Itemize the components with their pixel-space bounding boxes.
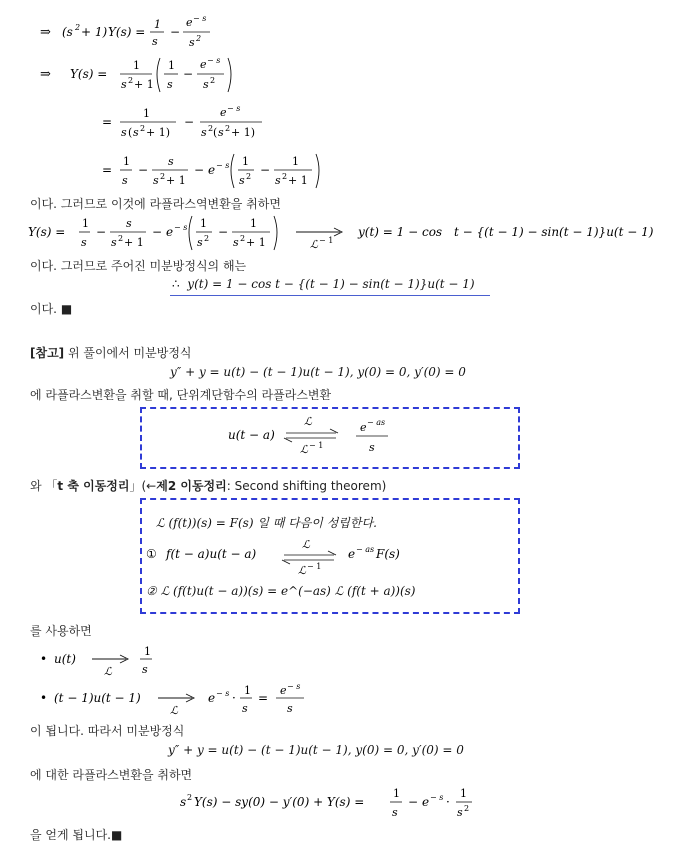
svg-text:(: ( — [128, 126, 133, 139]
equation-line-2 — [40, 50, 260, 102]
equation-line-5 — [28, 212, 668, 262]
svg-text:⇒: ⇒ — [40, 25, 51, 40]
svg-text:1: 1 — [154, 18, 161, 31]
svg-text:s: s — [167, 78, 173, 91]
equation-line-1-graphic — [40, 12, 240, 52]
note-line — [30, 344, 192, 361]
svg-text:·: · — [232, 691, 236, 705]
text-line-5: 에 라플라스변환을 취할 때, 단위계단함수의 라플라스변환 — [30, 388, 332, 402]
svg-text:− s: − s — [287, 682, 301, 691]
svg-text:s: s — [287, 702, 293, 715]
svg-text:s: s — [121, 126, 127, 139]
svg-text:+ 1): + 1) — [146, 126, 171, 139]
svg-text:2: 2 — [204, 234, 210, 243]
svg-text:2: 2 — [196, 34, 202, 43]
svg-text:2: 2 — [464, 804, 470, 813]
svg-text:1: 1 — [123, 155, 130, 168]
svg-text:ℒ: ℒ — [302, 540, 310, 551]
svg-text:e: e — [220, 106, 227, 119]
equation-line-4 — [100, 148, 340, 198]
svg-text:2: 2 — [140, 124, 146, 133]
svg-text:e: e — [422, 795, 430, 809]
svg-text:s: s — [152, 35, 158, 48]
svg-text:s: s — [111, 236, 117, 249]
svg-text:− as: − as — [367, 418, 386, 427]
svg-text:−: − — [408, 795, 419, 809]
svg-text:2: 2 — [128, 76, 134, 85]
svg-text:2: 2 — [282, 172, 288, 181]
svg-text:− s: − s — [227, 104, 241, 113]
svg-text:− s: − s — [174, 223, 188, 232]
svg-text:−: − — [138, 163, 149, 177]
equation-line-3-graphic — [100, 100, 280, 144]
svg-text:s: s — [203, 78, 209, 91]
svg-text:1: 1 — [144, 645, 151, 658]
svg-text:=: = — [258, 691, 269, 705]
svg-text:s: s — [392, 806, 398, 819]
svg-text:− s: − s — [430, 793, 444, 802]
svg-text:s: s — [168, 155, 174, 168]
svg-text:y(t) = 1 − cos: y(t) = 1 − cos — [358, 225, 443, 239]
svg-text:t − {(t − 1) − sin(t − 1)}u(t: t − {(t − 1) − sin(t − 1)}u(t − 1) — [454, 225, 654, 239]
svg-text:2: 2 — [118, 234, 124, 243]
svg-text:ℒ: ℒ — [300, 443, 308, 456]
svg-text:s: s — [122, 174, 128, 187]
theorem-line — [30, 477, 386, 494]
laplace-box-2 — [140, 498, 520, 614]
theorem-bracket: 」(← — [129, 479, 157, 493]
svg-text:−: − — [96, 225, 107, 239]
svg-text:①: ① — [146, 547, 157, 561]
svg-text:1: 1 — [200, 217, 207, 230]
svg-text:⇒: ⇒ — [40, 67, 51, 82]
svg-text:−: − — [194, 163, 205, 177]
svg-text:s: s — [81, 236, 87, 249]
equation-line-2-graphic — [40, 50, 260, 98]
svg-text:s: s — [369, 441, 375, 454]
box2-line-3: ② ℒ (f(t)u(t − a))(s) = e^(−as) ℒ (f(t + a))(s) — [146, 584, 416, 598]
equation-line-3 — [100, 100, 280, 148]
svg-text:2: 2 — [225, 124, 231, 133]
svg-text:=: = — [102, 163, 113, 177]
equation-line-4-graphic — [100, 148, 340, 194]
svg-text:e: e — [280, 684, 287, 697]
svg-text:2: 2 — [160, 172, 166, 181]
svg-text:+ 1: + 1 — [166, 174, 186, 187]
bullet-1 — [40, 643, 200, 687]
equation-line-7: y″ + y = u(t) − (t − 1)u(t − 1), y(0) = 0, y′(0) = 0 — [170, 365, 466, 379]
svg-text:2: 2 — [210, 76, 216, 85]
bullet-2-graphic — [40, 682, 320, 722]
laplace-box-1 — [140, 407, 520, 469]
svg-text:+ 1): + 1) — [231, 126, 256, 139]
svg-text:− s: − s — [216, 689, 230, 698]
equation-line-9 — [180, 784, 500, 830]
svg-text:+ 1: + 1 — [134, 78, 154, 91]
svg-text:1: 1 — [244, 684, 251, 697]
equation-line-1 — [40, 12, 240, 55]
svg-text:−: − — [218, 225, 229, 239]
svg-text:•: • — [40, 691, 48, 705]
equation-line-5-graphic — [28, 212, 668, 258]
svg-text:−: − — [184, 115, 195, 129]
svg-text:+ 1: + 1 — [124, 236, 144, 249]
svg-text:1: 1 — [168, 59, 175, 72]
note-label: [참고] — [30, 346, 65, 360]
svg-text:1: 1 — [460, 787, 467, 800]
svg-text:2: 2 — [75, 23, 81, 32]
svg-text:1: 1 — [242, 155, 249, 168]
svg-text:s: s — [133, 126, 139, 139]
theorem-name: t 축 이동정리 — [57, 479, 130, 493]
svg-text:e: e — [166, 225, 174, 239]
theorem-english: : Second shifting theorem) — [226, 479, 387, 493]
text-line-3: 이다. ■ — [30, 302, 73, 316]
answer-text: y(t) = 1 − cos t − {(t − 1) − sin(t − 1)}u(t − 1) — [183, 277, 475, 291]
svg-text:ℒ: ℒ — [310, 238, 318, 251]
svg-text:2: 2 — [187, 793, 193, 802]
svg-text:s: s — [189, 36, 195, 49]
svg-text:e: e — [208, 163, 216, 177]
svg-text:2: 2 — [208, 124, 214, 133]
svg-text:ℒ: ℒ — [170, 704, 178, 717]
answer-equation — [172, 277, 475, 291]
text-line-8: 이 됩니다. 따라서 미분방정식 — [30, 724, 185, 738]
svg-text:s: s — [242, 702, 248, 715]
svg-text:s: s — [233, 236, 239, 249]
text-line-10: 을 얻게 됩니다.■ — [30, 828, 123, 842]
svg-text:− 1: − 1 — [309, 441, 324, 450]
bullet-1-graphic — [40, 643, 200, 683]
bullet-2 — [40, 682, 320, 726]
svg-text:s: s — [201, 126, 207, 139]
text-line-1: 이다. 그러므로 이것에 라플라스역변환을 취하면 — [30, 197, 281, 211]
svg-text:=: = — [102, 115, 113, 129]
svg-text:ℒ: ℒ — [298, 564, 306, 576]
svg-text:s: s — [218, 126, 224, 139]
svg-text:− s: − s — [193, 14, 207, 23]
svg-text:(t − 1)u(t − 1): (t − 1)u(t − 1) — [54, 691, 141, 705]
svg-text:•: • — [40, 652, 48, 666]
svg-text:1: 1 — [393, 787, 400, 800]
svg-text:2: 2 — [240, 234, 246, 243]
svg-text:1: 1 — [143, 107, 150, 120]
svg-text:Y(s) =: Y(s) = — [108, 25, 146, 39]
svg-text:s: s — [239, 174, 245, 187]
svg-text:·: · — [446, 795, 450, 809]
answer-underline — [170, 295, 490, 296]
text-line-2: 이다. 그러므로 주어진 미분방정식의 해는 — [30, 259, 247, 273]
svg-text:−: − — [260, 163, 271, 177]
svg-text:f(t − a)u(t − a): f(t − a)u(t − a) — [166, 547, 257, 561]
svg-text:ℒ: ℒ — [104, 665, 112, 678]
svg-text:Y(s) =: Y(s) = — [28, 225, 66, 239]
svg-text:Y(s) − sy(0) − y′(0) + Y(s) =: Y(s) − sy(0) − y′(0) + Y(s) = — [194, 795, 365, 809]
svg-text:− 1: − 1 — [307, 562, 322, 571]
svg-text:s: s — [275, 174, 281, 187]
box2-line-2-graphic — [146, 540, 506, 576]
box2-line-1: ℒ (f(t))(s) = F(s) 일 때 다음이 성립한다. — [156, 516, 377, 530]
svg-text:−: − — [183, 67, 194, 81]
svg-text:1: 1 — [292, 155, 299, 168]
note-text: 위 풀이에서 미분방정식 — [64, 346, 192, 360]
svg-text:−: − — [170, 25, 181, 39]
svg-text:e: e — [348, 547, 356, 561]
svg-text:e: e — [208, 691, 216, 705]
svg-text:+ 1: + 1 — [288, 174, 308, 187]
svg-text:+ 1): + 1) — [81, 25, 108, 39]
svg-text:(s: (s — [62, 25, 73, 39]
equation-line-8: y″ + y = u(t) − (t − 1)u(t − 1), y(0) = 0, y′(0) = 0 — [168, 743, 464, 757]
svg-text:s: s — [126, 217, 132, 230]
svg-text:s: s — [153, 174, 159, 187]
svg-text:1: 1 — [250, 217, 257, 230]
svg-text:−: − — [152, 225, 163, 239]
svg-text:s: s — [121, 78, 127, 91]
svg-text:− s: − s — [207, 56, 221, 65]
svg-text:s: s — [197, 236, 203, 249]
text-line-7: 를 사용하면 — [30, 624, 92, 638]
svg-text:ℒ: ℒ — [304, 415, 312, 428]
svg-text:s: s — [142, 663, 148, 676]
svg-text:1: 1 — [133, 59, 140, 72]
svg-text:u(t): u(t) — [54, 652, 76, 666]
box2-line-2 — [146, 540, 506, 580]
svg-text:s: s — [457, 806, 463, 819]
answer-therefore: ∴ — [172, 277, 180, 291]
svg-text:e: e — [360, 421, 367, 434]
svg-text:e: e — [200, 58, 207, 71]
text-line-9: 에 대한 라플라스변환을 취하면 — [30, 768, 193, 782]
svg-text:− s: − s — [216, 161, 230, 170]
svg-text:Y(s) =: Y(s) = — [70, 67, 108, 81]
svg-text:− as: − as — [356, 545, 375, 554]
svg-text:e: e — [186, 16, 193, 29]
laplace-box-1-graphic — [142, 409, 518, 467]
svg-text:− 1: − 1 — [319, 236, 334, 245]
svg-text:+ 1: + 1 — [246, 236, 266, 249]
svg-text:F(s): F(s) — [376, 547, 400, 561]
svg-text:1: 1 — [82, 217, 89, 230]
svg-text:2: 2 — [246, 172, 252, 181]
svg-text:u(t − a): u(t − a) — [228, 428, 275, 442]
equation-line-9-graphic — [180, 784, 500, 826]
theorem-alt-name: 제2 이동정리 — [156, 479, 227, 493]
theorem-prefix: 와 「 — [30, 479, 58, 493]
svg-text:(: ( — [213, 126, 218, 139]
svg-text:s: s — [180, 795, 187, 809]
